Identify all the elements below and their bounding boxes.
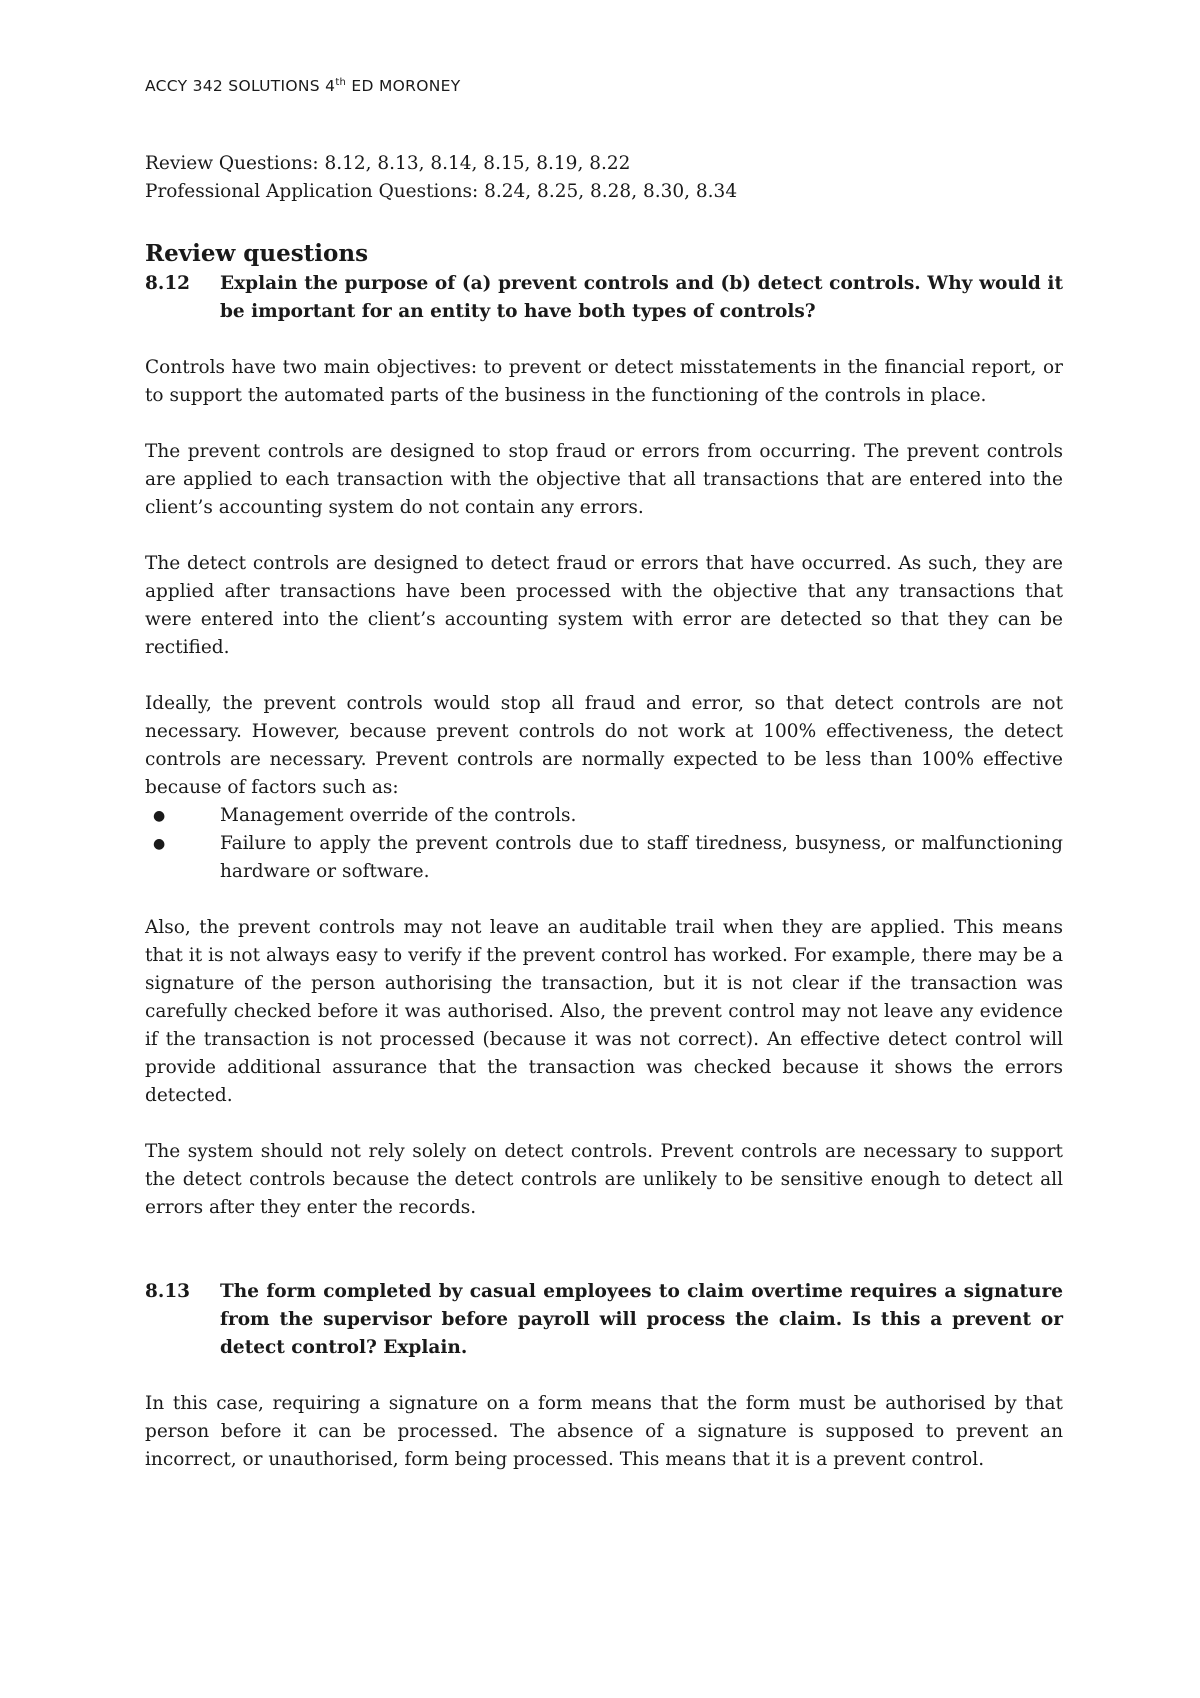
list-item [145,802,1063,830]
bullet-icon: ● [153,836,166,852]
bullet-list [145,802,1063,886]
question-number: 8.13 [145,1281,191,1302]
answer-paragraph: The detect controls are designed to detect fraud or errors that have occurred. As such, they are applied after transactions have been processed with the objective that any transactions that were entered into the client’s accounting system with error are detected so that they can be rectified. [145,553,1063,658]
professional-questions-list: Professional Application Questions: 8.24, 8.25, 8.28, 8.30, 8.34 [145,181,738,202]
document-page [145,72,1063,1474]
header-suffix: ED MORONEY [346,77,461,95]
question-text: The form completed by casual employees to claim overtime requires a signature from the supervisor before payroll will process the claim. Is this a prevent or detect control? Explain. [220,1281,1063,1358]
answer-paragraph: Ideally, the prevent controls would stop all fraud and error, so that detect controls are not necessary. However, because prevent controls do not work at 100% effectiveness, the detect controls are necessary. Prevent controls are normally expected to be less than 100% effective because of factors such as: [145,693,1063,798]
answer-paragraph: The prevent controls are designed to stop fraud or errors from occurring. The prevent controls are applied to each transaction with the objective that all transactions that are entered into the client’s accounting system do not contain any errors. [145,441,1063,518]
list-item-text: Failure to apply the prevent controls due to staff tiredness, busyness, or malfunctioning hardware or software. [220,833,1063,882]
question-8-13 [145,1278,1063,1362]
question-number: 8.12 [145,273,191,294]
answer-paragraph: Controls have two main objectives: to prevent or detect misstatements in the financial report, or to support the automated parts of the business in the functioning of the controls in place. [145,357,1063,406]
header-prefix: ACCY 342 SOLUTIONS 4 [145,77,336,95]
question-text: Explain the purpose of (a) prevent controls and (b) detect controls. Why would it be important for an entity to have both types of controls? [220,273,1063,322]
answer-paragraph: In this case, requiring a signature on a form means that the form must be authorised by that person before it can be processed. The absence of a signature is supposed to prevent an incorrect, or unauthorised, form being processed. This means that it is a prevent control. [145,1393,1063,1470]
header-superscript: th [335,76,347,88]
list-item-text: Management override of the controls. [220,805,577,826]
question-8-12 [145,270,1063,326]
review-questions-list: Review Questions: 8.12, 8.13, 8.14, 8.15, 8.19, 8.22 [145,153,631,174]
answer-paragraph: Also, the prevent controls may not leave an auditable trail when they are applied. This means that it is not always easy to verify if the prevent control has worked. For example, there may be a signature of the person authorising the transaction, but it is not clear if the transaction was carefully checked before it was authorised. Also, the prevent control may not leave any evidence if the transaction is not processed (because it was not correct). An effective detect control will provide additional assurance that the transaction was checked because it shows the errors detected. [145,917,1063,1106]
bullet-icon: ● [153,808,166,824]
section-heading: Review questions [145,240,369,267]
running-header [145,72,1063,100]
answer-paragraph: The system should not rely solely on detect controls. Prevent controls are necessary to support the detect controls because the detect controls are unlikely to be sensitive enough to detect all errors after they enter the records. [145,1141,1063,1218]
list-item [145,830,1063,886]
